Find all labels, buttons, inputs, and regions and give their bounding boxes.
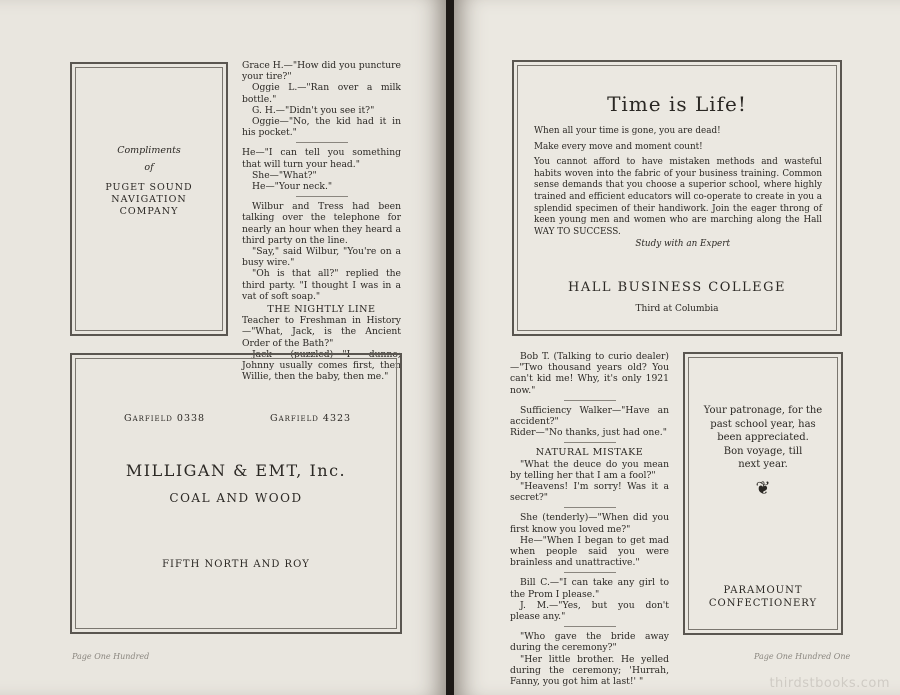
business-type: COAL AND WOOD (169, 491, 303, 505)
company-name-line: PUGET SOUND (105, 182, 193, 193)
joke-line: Teacher to Freshman in History—"What, Jack, is the Ancient Order of the Bath?" (242, 315, 401, 349)
page-number-left: Page One Hundred (72, 652, 150, 661)
company-name: MILLIGAN & EMT, Inc. (125, 461, 347, 480)
message-line: next year. (738, 459, 788, 471)
divider (564, 572, 616, 573)
milligan-ad (70, 353, 402, 634)
joke-heading: THE NIGHTLY LINE (267, 304, 376, 316)
divider (296, 142, 348, 143)
joke-line: Sufficiency Walker—"Have an accident?" (510, 404, 669, 428)
divider (564, 400, 616, 401)
ad-slogan: Study with an Expert (635, 239, 730, 250)
joke-line: He—"When I began to get mad when people said you were brainless and unattractive." (510, 534, 669, 569)
compliments-label: Compliments (117, 145, 181, 156)
joke-line: Grace H.—"How did you puncture your tire?" (242, 60, 401, 83)
divider (564, 507, 616, 508)
paramount-ad (683, 352, 843, 635)
joke-line: She—"What?" (252, 169, 317, 181)
ad-headline: Time is Life! (607, 92, 747, 116)
company-address: FIFTH NORTH AND ROY (162, 559, 310, 570)
joke-line: Wilbur and Tress had been talking over the telephone for nearly an hour when they heard a third party on the line. (242, 201, 401, 246)
joke-line: "Oh is that all?" replied the third party. "I thought I was in a vat of soft soap." (242, 268, 401, 302)
message-line: Your patronage, for the (703, 405, 823, 416)
right-jokes-column (510, 351, 669, 687)
page-number-right: Page One Hundred One (754, 652, 851, 661)
joke-line: Oggie—"No, the kid had it in his pocket." (242, 116, 401, 139)
college-name: HALL BUSINESS COLLEGE (568, 280, 786, 295)
divider (564, 442, 616, 443)
joke-line: "What the deuce do you mean by telling her that I am a fool?" (510, 458, 669, 481)
compliments-of: of (144, 162, 154, 173)
joke-line: J. M.—"Yes, but you don't please any." (510, 599, 669, 623)
joke-line: "Say," said Wilbur, "You're on a busy wire." (242, 246, 401, 269)
joke-line: He—"I can tell you something that will turn your head." (242, 147, 401, 170)
college-address: Third at Columbia (635, 304, 719, 314)
company-name-line: CONFECTIONERY (708, 598, 818, 609)
left-jokes-column (242, 60, 401, 382)
message-line: past school year, has (710, 418, 816, 430)
joke-line: "Who gave the bride away during the ceremony?" (510, 631, 669, 654)
divider (296, 196, 348, 197)
company-name-line: COMPANY (119, 206, 179, 217)
joke-line: Oggie L.—"Ran over a milk bottle." (242, 82, 401, 105)
book-gutter (446, 0, 454, 695)
joke-line: Bob T. (Talking to curio dealer)—"Two thousand years old? You can't kid me! Why, it's only 1921 now." (510, 351, 669, 396)
hall-college-ad (512, 60, 842, 336)
joke-line: He—"Your neck." (252, 181, 333, 193)
company-name-line: NAVIGATION (111, 194, 187, 205)
watermark: thirdstbooks.com (769, 676, 890, 691)
ornament-icon: ❦ (755, 478, 771, 499)
divider (564, 626, 616, 627)
joke-line: She (tenderly)—"When did you first know you loved me?" (510, 512, 669, 535)
joke-line: Bill C.—"I can take any girl to the Prom I please." (510, 577, 669, 600)
joke-line: Jack (puzzled)—"I dunno; Johnny usually comes first, then Willie, then the baby, then me." (242, 348, 401, 383)
message-line: been appreciated. (717, 432, 809, 444)
joke-line: Rider—"No thanks, just had one." (510, 427, 667, 439)
compliments-ad (70, 62, 228, 336)
ad-paragraph: You cannot afford to have mistaken methods and wasteful habits woven into the fabric of your business training. Common sense demands that you choose a superior school, where highly trained and efficient educators will co-operate to create in you a splendid specimen of their handiwork. Join the eager throng of keen young men and women who are marching along the Hall WAY TO SUCCESS. (534, 157, 822, 237)
company-name-line: PARAMOUNT (723, 585, 803, 596)
phone-number: Garfield 4323 (270, 413, 352, 424)
joke-line: "Her little brother. He yelled during the ceremony; 'Hurrah, Fanny, you got him at last!' " (510, 653, 669, 688)
phone-number: Garfield 0338 (124, 413, 206, 424)
message-line: Bon voyage, till (723, 445, 803, 457)
joke-line: "Heavens! I'm sorry! Was it a secret?" (510, 481, 669, 504)
joke-line: G. H.—"Didn't you see it?" (252, 104, 375, 116)
ad-line: When all your time is gone, you are dead! (534, 126, 721, 136)
ad-line: Make every move and moment count! (534, 141, 703, 152)
joke-heading: NATURAL MISTAKE (535, 447, 644, 459)
